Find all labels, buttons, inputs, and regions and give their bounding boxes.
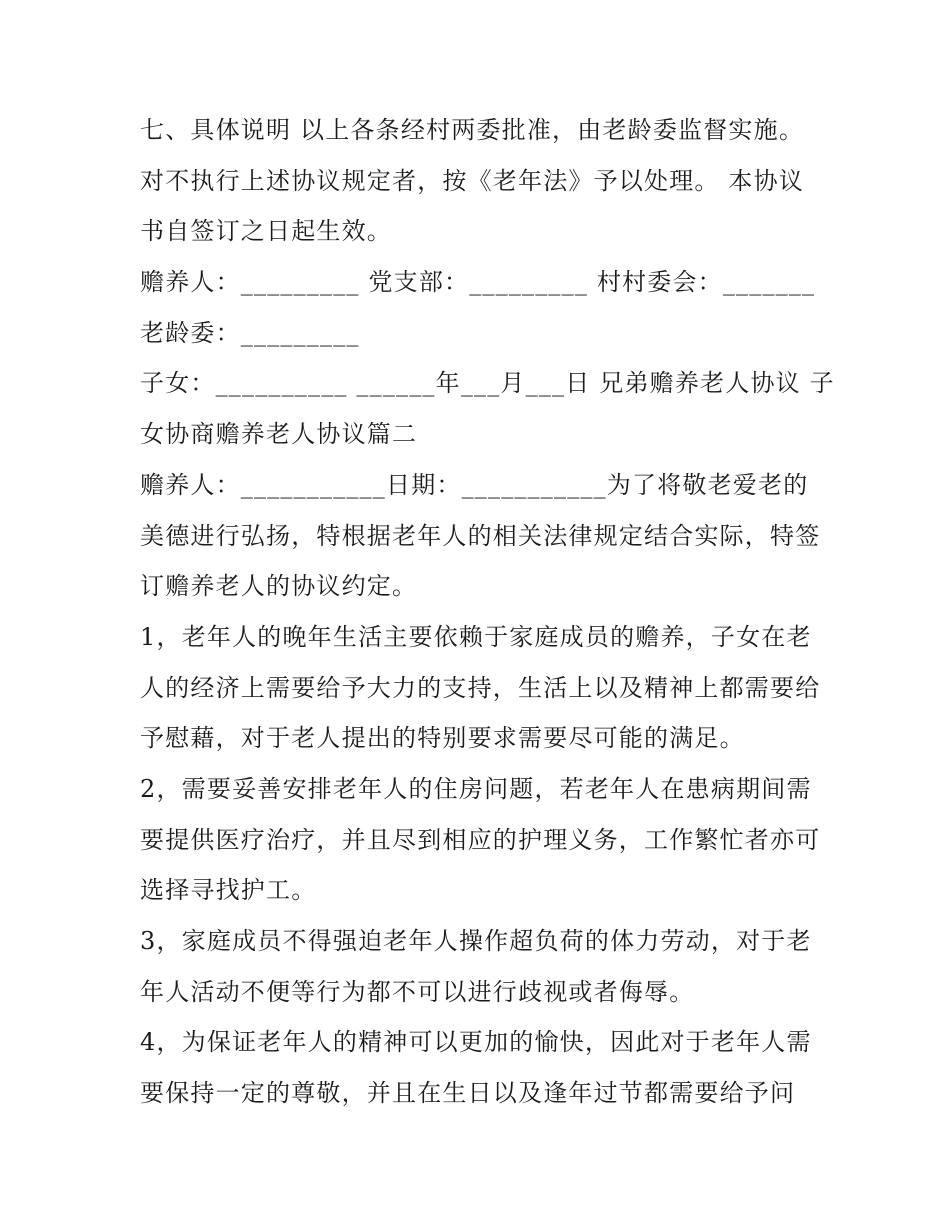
text-line: 七、具体说明 以上各条经村两委批准，由老龄委监督实施。 [140,116,805,144]
clause-line: 3，家庭成员不得强迫老年人操作超负荷的体力劳动，对于老 [140,927,812,955]
signature-line: 赡养人：_________ 党支部：_________ 村村委会：_______ [140,268,816,297]
text-line: 书自签订之日起生效。 [140,217,392,246]
clause-line: 1，老年人的晚年生活主要依赖于家庭成员的赡养，子女在老 [140,622,812,651]
signature-line: 老龄委：_________ [140,318,360,347]
clause-line: 年人活动不便等行为都不可以进行歧视或者侮辱。 [140,977,695,1006]
clause-line: 要提供医疗治疗，并且尽到相应的护理义务，工作繁忙者亦可 [140,825,821,854]
clause-line: 2，需要妥善安排老年人的住房问题，若老年人在患病期间需 [140,774,812,803]
clause-line: 要保持一定的尊敬，并且在生日以及逢年过节都需要给予问 [140,1079,796,1108]
clause-line: 4，为保证老年人的精神可以更加的愉快，因此对于老年人需 [140,1028,812,1057]
signature-line: 赡养人：___________日期：___________为了将敬老爱老的 [140,470,809,499]
clause-line: 予慰藉，对于老人提出的特别要求需要尽可能的满足。 [140,724,745,753]
signature-line: 子女：__________ ______年___月___日 兄弟赡养老人协议 子 [140,369,835,398]
text-line: 对不执行上述协议规定者，按《老年法》予以处理。 本协议 [140,166,805,195]
text-line: 订赡养老人的协议约定。 [140,572,418,601]
section-title-line: 女协商赡养老人协议篇二 [140,420,418,449]
text-line: 美德进行弘扬，特根据老年人的相关法律规定结合实际，特签 [140,521,821,550]
document-body [140,105,835,1119]
clause-line: 人的经济上需要给予大力的支持，生活上以及精神上都需要给 [140,673,821,702]
clause-line: 选择寻找护工。 [140,876,317,905]
